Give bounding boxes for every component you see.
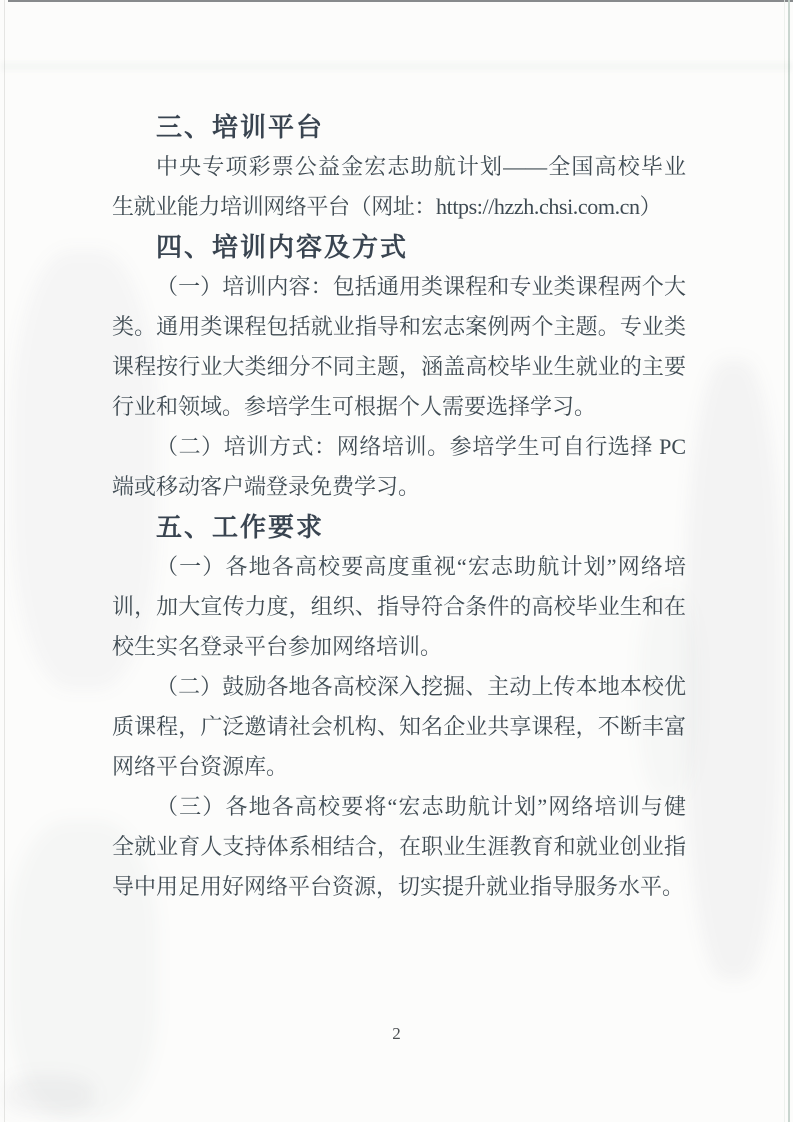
body-line: （一）各地各高校要高度重视“宏志助航计划”网络培 <box>156 554 686 579</box>
body-line: （三）各地各高校要将“宏志助航计划”网络培训与健 <box>156 794 686 819</box>
scan-artifact-corner <box>4 1075 94 1115</box>
body-line: 课程按行业大类细分不同主题，涵盖高校毕业生就业的主要 <box>112 354 686 379</box>
heading-section-3: 三、培训平台 <box>156 112 325 142</box>
scan-edge-left <box>4 0 5 1122</box>
body-line: 行业和领域。参培学生可根据个人需要选择学习。 <box>112 394 597 419</box>
body-line: 校生实名登录平台参加网络培训。 <box>112 634 443 659</box>
scan-artifact-band <box>0 62 793 71</box>
document-body <box>112 107 686 907</box>
scan-edge-top <box>8 0 793 2</box>
body-line: 训，加大宣传力度，组织、指导符合条件的高校毕业生和在 <box>112 594 686 619</box>
body-line: 网络平台资源库。 <box>112 754 289 779</box>
body-line-platform-url: 生就业能力培训网络平台（网址：https://hzzh.chsi.com.cn） <box>112 194 662 219</box>
heading-section-4: 四、培训内容及方式 <box>156 232 409 262</box>
scan-artifact-right <box>686 360 781 980</box>
body-line: 端或移动客户端登录免费学习。 <box>112 474 421 499</box>
body-line: 类。通用类课程包括就业指导和宏志案例两个主题。专业类 <box>112 314 686 339</box>
body-line: 导中用足用好网络平台资源，切实提升就业指导服务水平。 <box>112 874 685 899</box>
body-line: （二）鼓励各地各高校深入挖掘、主动上传本地本校优 <box>156 674 686 699</box>
body-line: （一）培训内容：包括通用类课程和专业类课程两个大 <box>156 274 686 299</box>
body-line: 中央专项彩票公益金宏志助航计划——全国高校毕业 <box>156 154 686 179</box>
body-line: 全就业育人支持体系相结合，在职业生涯教育和就业创业指 <box>112 834 686 859</box>
page-number: 2 <box>392 1024 401 1043</box>
body-line: （二）培训方式：网络培训。参培学生可自行选择 PC <box>156 434 686 459</box>
body-line: 质课程，广泛邀请社会机构、知名企业共享课程，不断丰富 <box>112 714 686 739</box>
scan-edge-right-inner <box>784 0 785 1122</box>
scan-edge-right <box>788 0 790 1122</box>
heading-section-5: 五、工作要求 <box>156 512 325 542</box>
